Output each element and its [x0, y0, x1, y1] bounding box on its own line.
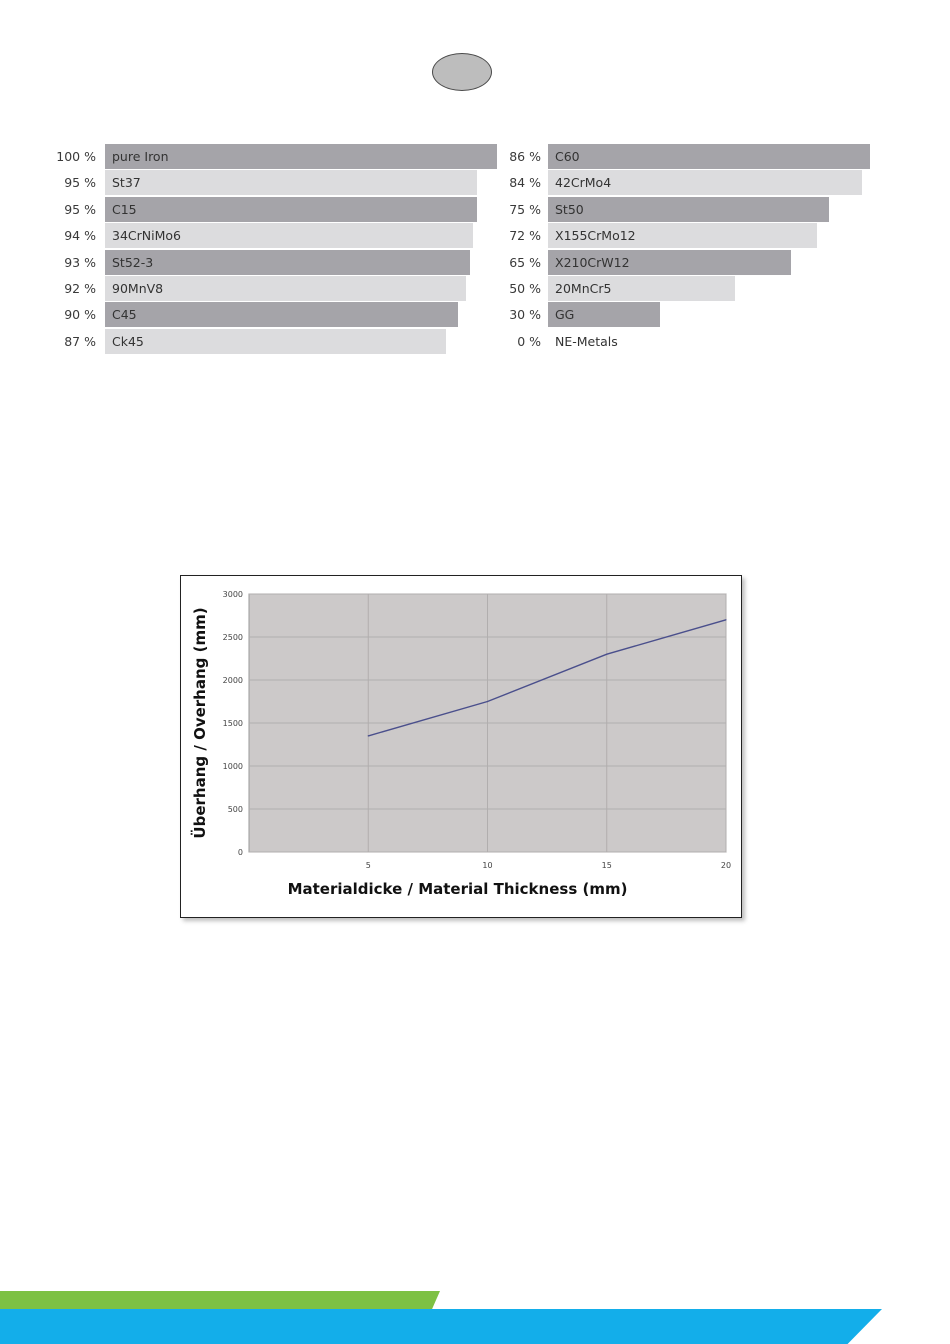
left-chart-value-label: 100 %	[56, 149, 96, 164]
right-chart-row	[498, 302, 878, 328]
y-tick-label: 2500	[222, 633, 243, 642]
right-chart-row	[498, 250, 878, 276]
left-chart-category-label: C45	[112, 307, 137, 323]
left-chart-bar	[105, 329, 446, 354]
left-chart-category-label: St52-3	[112, 254, 154, 270]
y-tick-label: 0	[237, 848, 243, 857]
left-chart-bar	[105, 197, 477, 222]
right-chart-category-label: C60	[555, 149, 580, 164]
left-chart-row	[50, 250, 500, 276]
cuttability-chart-left	[50, 144, 500, 355]
right-chart-row	[498, 329, 878, 355]
right-chart-category-label: 42CrMo4	[555, 175, 612, 191]
series-point	[368, 735, 369, 736]
left-chart-category-label: 34CrNiMo6	[112, 228, 181, 244]
y-tick-label: 2000	[222, 676, 243, 685]
right-chart-value-label: 50 %	[509, 280, 541, 296]
right-chart-category-label: 20MnCr5	[555, 280, 612, 296]
left-chart-category-label: pure Iron	[112, 149, 169, 164]
x-axis-title: Materialdicke / Material Thickness (mm)	[287, 880, 628, 898]
left-chart-row	[50, 329, 500, 355]
right-chart-category-label: X155CrMo12	[555, 228, 636, 244]
left-chart-bar	[105, 250, 470, 275]
right-chart-category-label: NE-Metals	[555, 333, 618, 349]
overhang-chart-svg	[181, 576, 740, 916]
left-chart-value-label: 95 %	[64, 175, 96, 191]
right-chart-value-label: 72 %	[509, 228, 541, 244]
y-tick-label: 1000	[222, 762, 243, 771]
right-chart-value-label: 0 %	[517, 333, 541, 349]
series-point	[487, 701, 488, 702]
series-point	[606, 654, 607, 655]
right-chart-bar	[548, 144, 870, 169]
x-tick-label: 15	[601, 861, 612, 870]
left-chart-value-label: 95 %	[64, 201, 96, 217]
footer-stripe-green	[0, 1291, 440, 1312]
x-tick-label: 10	[482, 861, 493, 870]
right-chart-row	[498, 144, 878, 170]
left-chart-bar	[105, 170, 477, 195]
left-chart-category-label: Ck45	[112, 333, 144, 349]
series-point	[725, 619, 726, 620]
left-chart-category-label: 90MnV8	[112, 280, 164, 296]
left-chart-value-label: 94 %	[64, 228, 96, 244]
right-chart-row	[498, 223, 878, 249]
right-chart-value-label: 84 %	[509, 175, 541, 191]
right-chart-category-label: GG	[555, 307, 575, 323]
left-chart-bar	[105, 302, 458, 327]
right-chart-value-label: 86 %	[509, 149, 541, 164]
left-chart-row	[50, 276, 500, 302]
page-number-badge	[432, 53, 492, 91]
x-tick-label: 5	[365, 861, 371, 870]
left-chart-row	[50, 223, 500, 249]
y-axis-title: Überhang / Overhang (mm)	[191, 607, 209, 839]
left-chart-row	[50, 302, 500, 328]
x-tick-label: 20	[720, 861, 732, 870]
right-chart-row	[498, 197, 878, 223]
right-chart-value-label: 30 %	[509, 307, 541, 323]
left-chart-row	[50, 144, 500, 170]
left-chart-value-label: 92 %	[64, 280, 96, 296]
right-chart-category-label: St50	[555, 201, 584, 217]
y-tick-label: 3000	[222, 590, 243, 599]
left-chart-category-label: St37	[112, 175, 141, 191]
right-chart-row	[498, 276, 878, 302]
footer-stripe-blue	[0, 1309, 882, 1344]
left-chart-category-label: C15	[112, 201, 137, 217]
y-tick-label: 1500	[222, 719, 243, 728]
right-chart-bar	[548, 197, 829, 222]
left-chart-value-label: 90 %	[64, 307, 96, 323]
left-chart-value-label: 93 %	[64, 254, 96, 270]
left-chart-value-label: 87 %	[64, 333, 96, 349]
right-chart-value-label: 75 %	[509, 201, 541, 217]
right-chart-row	[498, 170, 878, 196]
overhang-line-chart	[180, 575, 742, 918]
y-tick-label: 500	[227, 805, 243, 814]
cuttability-chart-right	[498, 144, 878, 355]
left-chart-row	[50, 197, 500, 223]
left-chart-row	[50, 170, 500, 196]
right-chart-value-label: 65 %	[509, 254, 541, 270]
right-chart-category-label: X210CrW12	[555, 254, 630, 270]
